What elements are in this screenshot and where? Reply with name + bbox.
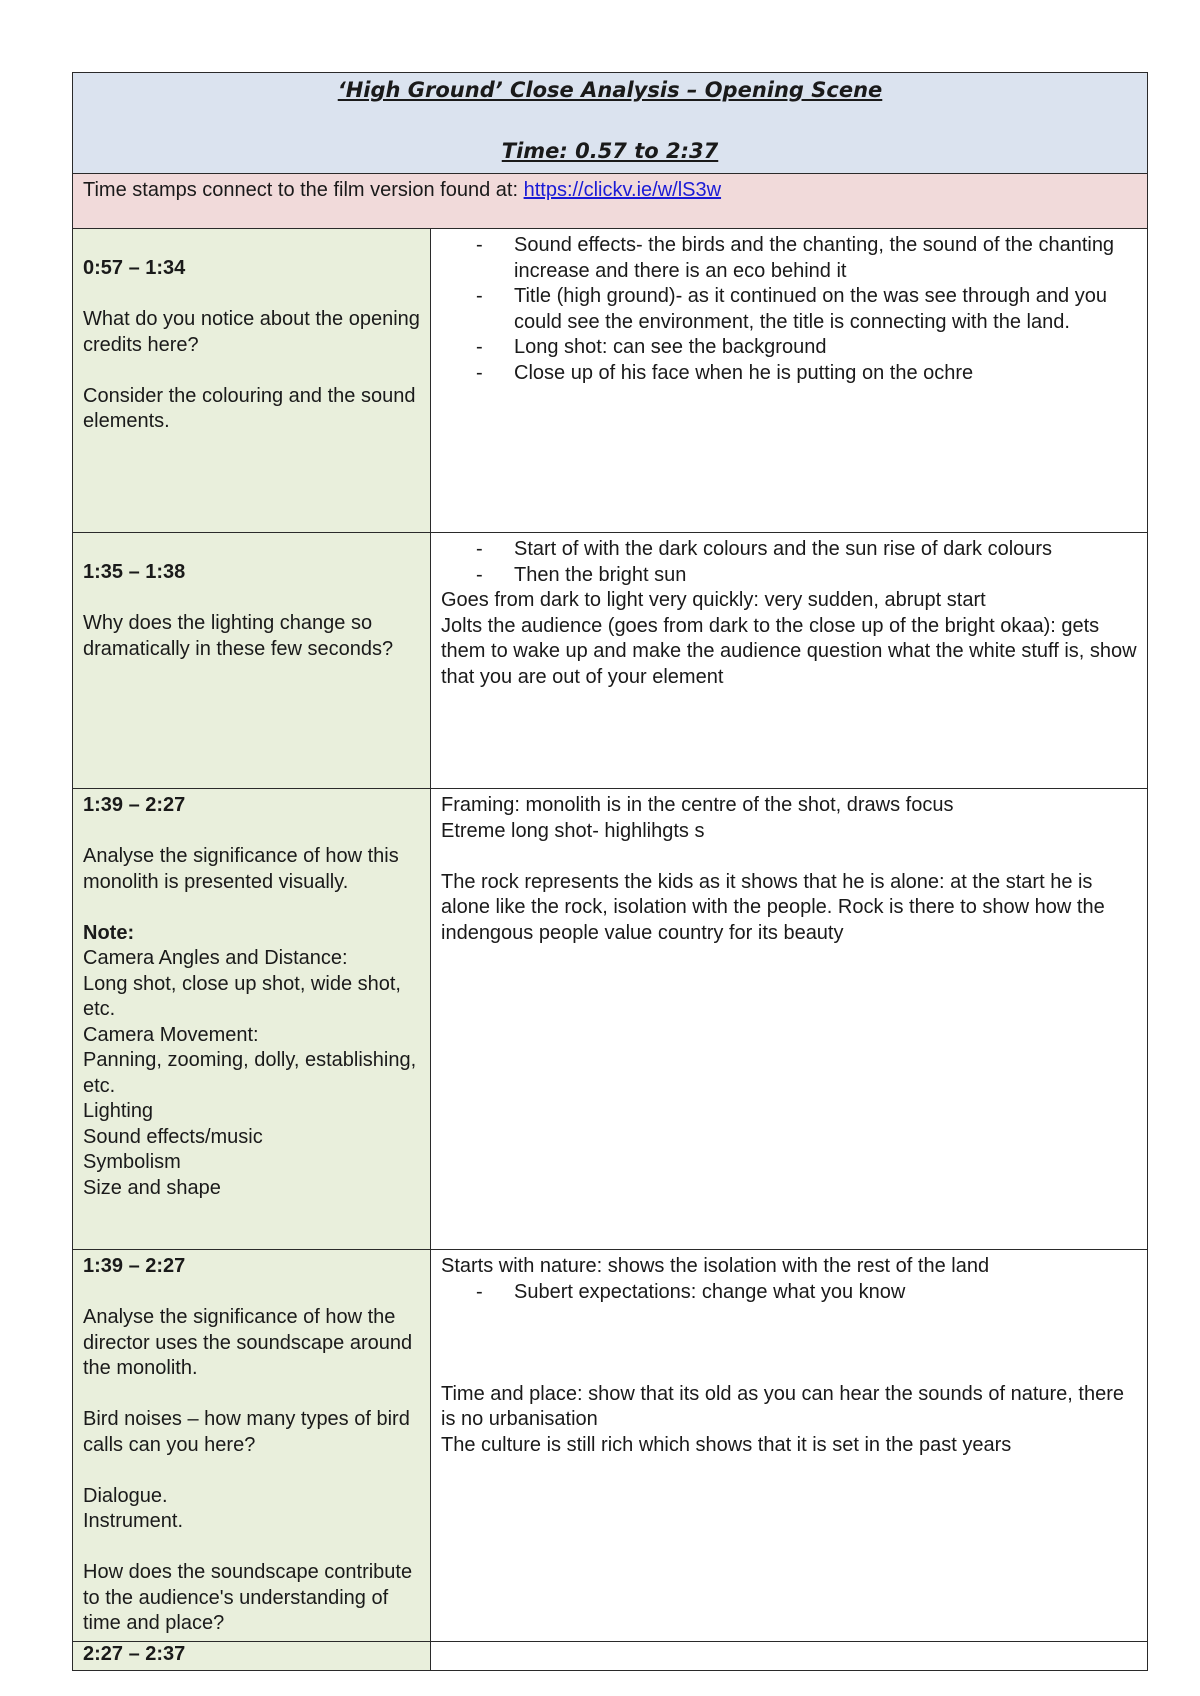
timestamp: 0:57 – 1:34: [83, 257, 186, 279]
timestamp: 1:39 – 2:27: [83, 1255, 186, 1277]
timestamp: 2:27 – 2:37: [83, 1642, 186, 1665]
answer-cell-4: [431, 1250, 1148, 1642]
answer-cell-5: [431, 1641, 1148, 1670]
note-item: Camera Movement:: [83, 1023, 259, 1046]
note-item: Symbolism: [83, 1151, 181, 1173]
prompt-cell-1: [73, 229, 431, 533]
prompt-cell-2: [73, 533, 431, 789]
document-title: ‘High Ground’ Close Analysis – Opening Scene: [337, 78, 883, 102]
answer-line: Framing: monolith is in the centre of the shot, draws focus: [441, 794, 954, 816]
answer-bullet: - Long shot: can see the background: [514, 335, 1137, 361]
analysis-table: [72, 72, 1148, 1671]
question-text: Analyse the significance of how the director uses the soundscape around the monolith.: [83, 1306, 413, 1379]
answer-line: Time and place: show that its old as you can hear the sounds of nature, there is no urbanisation: [441, 1382, 1124, 1430]
note-item: Lighting: [83, 1100, 154, 1122]
intro-cell: [73, 174, 1148, 229]
title-cell: [73, 73, 1148, 174]
question-text: Bird noises – how many types of bird calls can you here?: [83, 1408, 410, 1456]
answer-bullet: - Close up of his face when he is putting on the ochre: [514, 361, 1137, 387]
answer-bullet: - Subert expectations: change what you know: [514, 1280, 1137, 1306]
note-item: Long shot, close up shot, wide shot, etc.: [83, 972, 401, 1020]
answer-cell-3: [431, 789, 1148, 1250]
prompt-cell-4: [73, 1250, 431, 1642]
answer-line: The culture is still rich which shows that it is set in the past years: [441, 1433, 1012, 1456]
time-range-heading: Time: 0.57 to 2:37: [501, 139, 719, 163]
note-label: Note:: [83, 921, 135, 944]
answer-line: Etreme long shot- highlihgts s: [441, 819, 705, 842]
timestamp: 1:35 – 1:38: [83, 561, 186, 583]
answer-bullet: - Sound effects- the birds and the chanting, the sound of the chanting increase and there is an eco behind it: [514, 233, 1137, 284]
note-item: Panning, zooming, dolly, establishing, etc.: [83, 1049, 417, 1097]
answer-paragraph: The rock represents the kids as it shows that he is alone: at the start he is alone like the rock, isolation with the people. Rock is there to show how the indengous people value country for its beauty: [441, 870, 1105, 944]
question-text: Instrument.: [83, 1510, 184, 1532]
answer-line: Starts with nature: shows the isolation with the rest of the land: [441, 1255, 990, 1277]
answer-bullet-list: [441, 1280, 1137, 1306]
question-text: What do you notice about the opening credits here?: [83, 308, 420, 356]
answer-bullet: - Start of with the dark colours and the sun rise of dark colours: [514, 537, 1137, 563]
question-text: How does the soundscape contribute to the audience's understanding of time and place?: [83, 1561, 413, 1634]
answer-bullet-list: [441, 537, 1137, 588]
answer-line: Goes from dark to light very quickly: very sudden, abrupt start: [441, 589, 986, 611]
timestamp: 1:39 – 2:27: [83, 794, 186, 816]
film-link[interactable]: https://clickv.ie/w/lS3w: [523, 179, 722, 201]
note-item: Sound effects/music: [83, 1125, 263, 1148]
question-text: Consider the colouring and the sound elements.: [83, 384, 416, 432]
answer-cell-1: [431, 229, 1148, 533]
intro-text: Time stamps connect to the film version found at:: [83, 179, 524, 201]
answer-bullet: - Title (high ground)- as it continued on the was see through and you could see the environment, the title is connecting with the land.: [514, 284, 1137, 335]
answer-line: Jolts the audience (goes from dark to the close up of the bright okaa): gets them to wake up and make the audience question what the white stuff is, show that you are out of your element: [441, 614, 1137, 688]
note-item: Size and shape: [83, 1176, 221, 1199]
question-text: Dialogue.: [83, 1484, 168, 1507]
question-text: Analyse the significance of how this monolith is presented visually.: [83, 845, 399, 893]
prompt-cell-5: [73, 1641, 431, 1670]
note-item: Camera Angles and Distance:: [83, 947, 348, 969]
answer-cell-2: [431, 533, 1148, 789]
answer-bullet-list: [441, 233, 1137, 386]
prompt-cell-3: [73, 789, 431, 1250]
answer-bullet: - Then the bright sun: [514, 563, 1137, 589]
question-text: Why does the lighting change so dramatically in these few seconds?: [83, 612, 394, 660]
